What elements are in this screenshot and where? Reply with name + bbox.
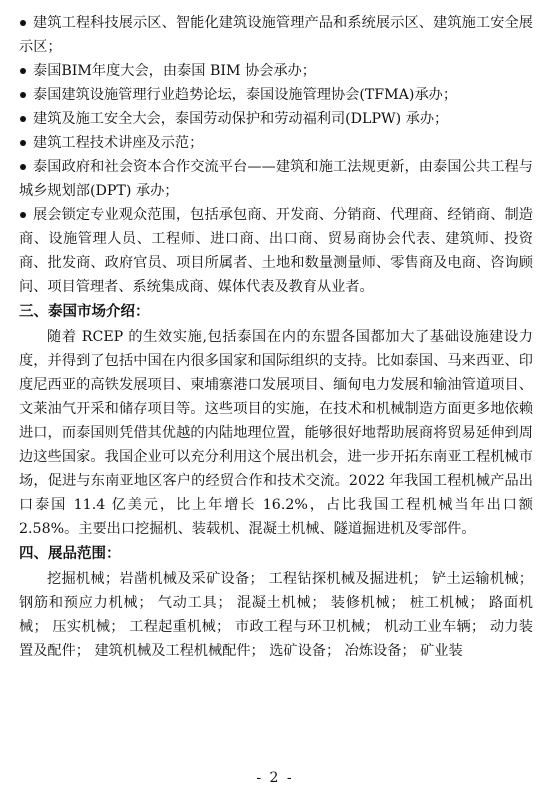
section-heading-market: 三、泰国市场介绍： <box>19 304 150 320</box>
document-page <box>19 11 533 663</box>
bullet-item <box>19 155 533 203</box>
market-paragraph: 随着 RCEP 的生效实施,包括泰国在内的东盟各国都加大了基础设施建设力度，并得到了包括中国在内很多国家和国际组织的支持。比如泰国、马来西亚、印度尼西亚的高铁发展项目、柬埔寨港口发展项目、缅甸电力发展和输油管道项目、文莱油气开采和储存项目等。这些项目的实施，在技术和机械制造方面更多地依赖进口，而泰国则凭借其优越的内陆地理位置，能够很好地帮助展商将贸易延伸到周边这些国家。我国企业可以充分利用这个展出机会，进一步开拓东南亚工程机械市场，促进与东南亚地区客户的经贸合作和技术交流。2022 年我国工程机械产品出口泰国 11.4 亿美元，比上年增长 16.2%，占比我国工程机械当年出口额 2.58%。主要出口挖掘机、装载机、混凝土机械、隧道掘进机及零部件。 <box>19 329 533 537</box>
page-number: - 2 - <box>256 770 294 786</box>
bullet-dot-icon <box>20 164 26 170</box>
bullet-dot-icon <box>20 68 26 74</box>
bullet-dot-icon <box>20 212 26 218</box>
bullet-dot-icon <box>20 116 26 122</box>
bullet-text: 泰国BIM年度大会，由泰国 BIM 协会承办； <box>33 63 316 79</box>
bullet-item <box>19 59 533 83</box>
bullet-text: 建筑及施工安全大会，泰国劳动保护和劳动福利司(DLPW) 承办； <box>33 111 449 127</box>
bullet-item <box>19 11 533 59</box>
bullet-item <box>19 83 533 107</box>
bullet-text: 建筑工程科技展示区、智能化建筑设施管理产品和系统展示区、建筑施工安全展示区； <box>19 15 533 55</box>
bullet-dot-icon <box>20 92 26 98</box>
bullet-dot-icon <box>20 20 26 26</box>
bullet-text: 泰国建筑设施管理行业趋势论坛，泰国设施管理协会(TFMA)承办； <box>33 87 458 103</box>
bullet-text: 泰国政府和社会资本合作交流平台——建筑和施工法规更新，由泰国公共工程与城乡规划部(DPT) 承办； <box>19 159 533 199</box>
bullet-dot-icon <box>20 140 26 146</box>
bullet-text: 建筑工程技术讲座及示范； <box>33 135 204 151</box>
exhibits-paragraph: 挖掘机械；岩凿机械及采矿设备； 工程钻探机械及掘进机； 铲土运输机械； 钢筋和预应力机械； 气动工具； 混凝土机械； 装修机械； 桩工机械； 路面机械； 压实机械； 工程起重机械； 市政工程与环卫机械； 机动工业车辆； 动力装置及配件； 建筑机械及工程机械配件； 选矿设备； 冶炼设备； 矿业装 <box>19 571 533 659</box>
bullet-text: 展会锁定专业观众范围，包括承包商、开发商、分销商、代理商、经销商、制造商、设施管理人员、工程师、进口商、出口商、贸易商协会代表、建筑师、投资商、批发商、政府官员、项目所属者、土地和数量测量师、零售商及电商、咨询顾问、项目管理者、系统集成商、媒体代表及教育从业者。 <box>19 207 533 295</box>
bullet-item <box>19 203 533 299</box>
bullet-item <box>19 131 533 155</box>
section-heading-exhibits: 四、展品范围： <box>19 546 121 562</box>
bullet-item <box>19 107 533 131</box>
